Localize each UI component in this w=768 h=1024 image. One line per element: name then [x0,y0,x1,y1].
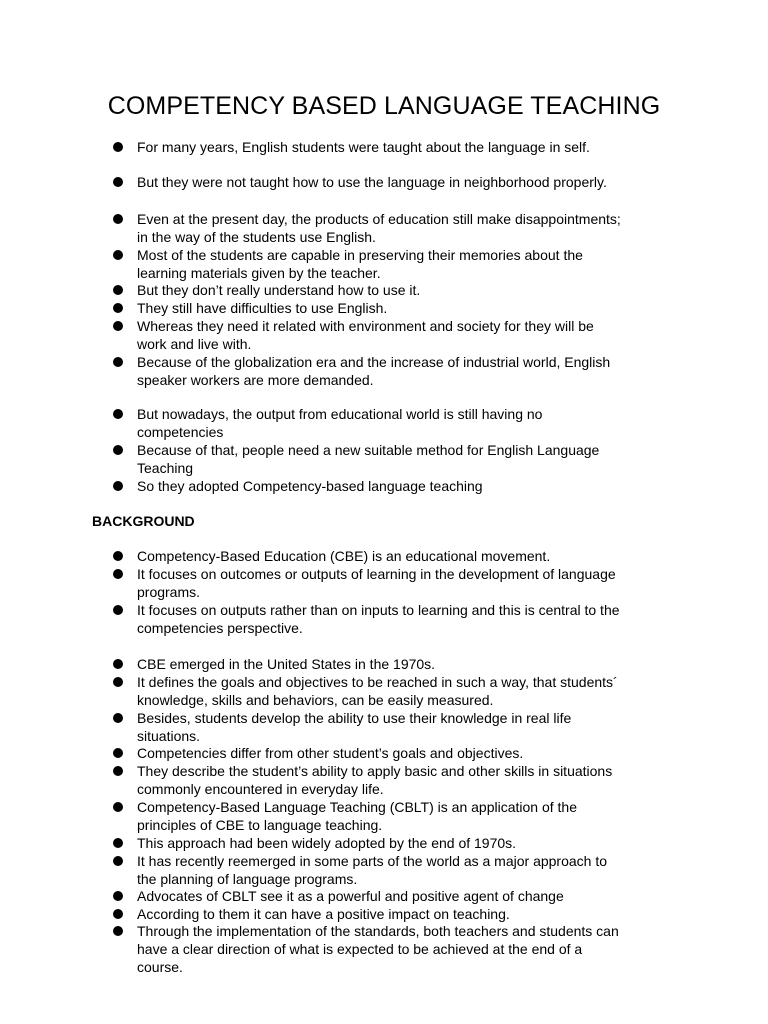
bullet-dot-icon [113,713,123,723]
bullet-dot-icon [113,909,123,919]
bullet-dot-icon [113,926,123,936]
bullet-text-line: in the way of the students use English. [137,229,376,245]
bullet-text-line: It has recently reemerged in some parts of the world as a major approach to [137,853,608,869]
bullet-text-line: It focuses on outputs rather than on inputs to learning and this is central to the [137,602,620,618]
bullet-dot-icon [113,357,123,367]
page-title: COMPETENCY BASED LANGUAGE TEACHING [107,92,661,120]
intro-bullet-item [137,299,697,317]
background-bullet-item [137,887,697,905]
bullet-text-line: Competency-Based Language Teaching (CBLT) is an application of the [137,799,577,815]
bullet-text-line: But they were not taught how to use the language in neighborhood properly. [137,174,607,190]
background-bullet-item [137,547,697,565]
bullet-text-line: According to them it can have a positive impact on teaching. [137,906,510,922]
bullet-dot-icon [113,303,123,313]
background-bullet-item [137,673,697,709]
bullet-text-line: It focuses on outcomes or outputs of learning in the development of language [137,566,616,582]
bullet-text-line: have a clear direction of what is expected to be achieved at the end of a [137,941,583,957]
bullet-text-line: Teaching [137,460,194,476]
bullet-dot-icon [113,214,123,224]
intro-bullet-item [137,281,697,299]
bullet-text-line: programs. [137,584,201,600]
section-heading-background: BACKGROUND [92,513,195,529]
background-bullet-item [137,905,697,923]
bullet-dot-icon [113,569,123,579]
background-bullet-item [137,762,697,798]
background-bullet-item [137,852,697,888]
bullet-text-line: But they don’t really understand how to use it. [137,282,421,298]
bullet-text-line: Most of the students are capable in preserving their memories about the [137,247,583,263]
background-bullet-item [137,601,697,637]
bullet-text-line: Competency-Based Education (CBE) is an educational movement. [137,548,551,564]
bullet-text-line: They describe the student’s ability to apply basic and other skills in situations [137,763,613,779]
bullet-text-line: competencies perspective. [137,620,303,636]
intro-bullet-item [137,441,697,477]
bullet-dot-icon [113,891,123,901]
background-bullet-item [137,798,697,834]
background-bullet-item [137,834,697,852]
bullet-dot-icon [113,551,123,561]
background-bullet-item [137,655,697,673]
bullet-text-line: work and live with. [137,336,252,352]
bullet-text-line: competencies [137,424,224,440]
bullet-text-line: situations. [137,728,201,744]
background-bullet-item [137,922,697,976]
bullet-dot-icon [113,677,123,687]
intro-bullet-item [137,317,697,353]
bullet-text-line: commonly encountered in everyday life. [137,781,384,797]
bullet-text-line: course. [137,959,183,975]
bullet-text-line: the planning of language programs. [137,871,358,887]
bullet-text-line: Because of that, people need a new suitable method for English Language [137,442,600,458]
bullet-dot-icon [113,766,123,776]
bullet-text-line: This approach had been widely adopted by the end of 1970s. [137,835,517,851]
bullet-text-line: Advocates of CBLT see it as a powerful and positive agent of change [137,888,564,904]
bullet-text-line: CBE emerged in the United States in the 1970s. [137,656,436,672]
bullet-dot-icon [113,838,123,848]
bullet-text-line: It defines the goals and objectives to be reached in such a way, that students´ [137,674,618,690]
bullet-dot-icon [113,250,123,260]
background-bullet-item [137,744,697,762]
bullet-dot-icon [113,659,123,669]
bullet-text-line: learning materials given by the teacher. [137,265,381,281]
intro-bullet-item [137,477,697,495]
bullet-dot-icon [113,142,123,152]
bullet-text-line: Whereas they need it related with environment and society for they will be [137,318,594,334]
bullet-text-line: Even at the present day, the products of education still make disappointments; [137,211,621,227]
bullet-text-line: Because of the globalization era and the increase of industrial world, English [137,354,611,370]
background-bullet-item [137,565,697,601]
bullet-dot-icon [113,177,123,187]
bullet-dot-icon [113,321,123,331]
bullet-text-line: They still have difficulties to use English. [137,300,388,316]
bullet-dot-icon [113,802,123,812]
bullet-dot-icon [113,748,123,758]
bullet-text-line: knowledge, skills and behaviors, can be easily measured. [137,692,494,708]
intro-bullet-item [137,173,697,191]
bullet-dot-icon [113,481,123,491]
bullet-text-line: So they adopted Competency-based language teaching [137,478,483,494]
intro-bullet-item [137,210,697,246]
bullet-text-line: Through the implementation of the standards, both teachers and students can [137,923,619,939]
bullet-text-line: principles of CBE to language teaching. [137,817,383,833]
intro-bullet-item [137,246,697,282]
intro-bullet-item [137,353,697,389]
bullet-text-line: speaker workers are more demanded. [137,372,374,388]
bullet-text-line: Competencies differ from other student’s goals and objectives. [137,745,524,761]
bullet-text-line: For many years, English students were taught about the language in self. [137,139,590,155]
bullet-dot-icon [113,856,123,866]
bullet-text-line: But nowadays, the output from educational world is still having no [137,406,543,422]
intro-bullet-item [137,405,697,441]
bullet-dot-icon [113,445,123,455]
bullet-dot-icon [113,409,123,419]
bullet-dot-icon [113,605,123,615]
intro-bullet-item [137,138,697,156]
background-bullet-item [137,709,697,745]
bullet-text-line: Besides, students develop the ability to use their knowledge in real life [137,710,572,726]
bullet-dot-icon [113,285,123,295]
